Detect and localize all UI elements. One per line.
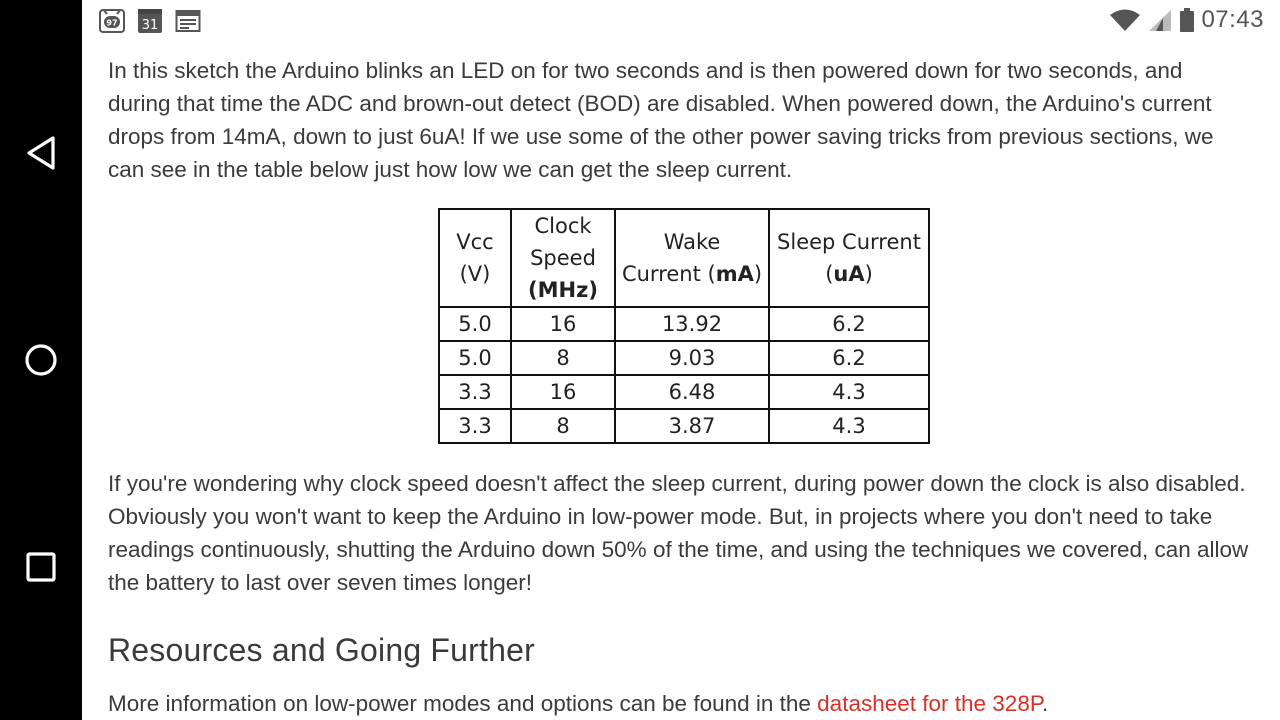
- cell-wake: 9.03: [615, 341, 769, 375]
- cell-clock: 16: [511, 375, 615, 409]
- cell-wake: 6.48: [615, 375, 769, 409]
- current-consumption-table: [438, 208, 930, 444]
- clock-time: 07:43: [1201, 6, 1264, 33]
- header-clock-speed: Clock Speed (MHz): [511, 209, 615, 307]
- status-bar: [82, 0, 1280, 42]
- header-vcc: Vcc (V): [439, 209, 511, 307]
- system-status: [1109, 6, 1264, 34]
- resources-text: More information on low-power modes and options can be found in the: [108, 691, 818, 716]
- recents-icon: [25, 551, 57, 583]
- cell-wake: 3.87: [615, 409, 769, 443]
- navigation-bar: [0, 0, 82, 720]
- home-icon: [23, 342, 59, 378]
- signal-icon: [1147, 8, 1173, 32]
- recents-button[interactable]: [0, 527, 82, 607]
- table-row: [439, 375, 929, 409]
- calendar-icon[interactable]: [136, 8, 164, 34]
- calendar-day: 31: [141, 18, 159, 33]
- cell-clock: 8: [511, 409, 615, 443]
- table-header-row: [439, 209, 929, 307]
- cell-vcc: 3.3: [439, 409, 511, 443]
- section-heading: Resources and Going Further: [108, 632, 535, 668]
- cell-clock: 8: [511, 341, 615, 375]
- battery-icon: [1179, 7, 1195, 33]
- cell-clock: 16: [511, 307, 615, 341]
- current-table-container: [438, 208, 930, 444]
- table-row: [439, 307, 929, 341]
- resources-period: .: [1041, 691, 1049, 716]
- notification-badge-count: 97: [106, 18, 118, 28]
- cell-vcc: 5.0: [439, 341, 511, 375]
- paragraph-resources: [108, 687, 1258, 720]
- paragraph-clock-speed: If you're wondering why clock speed doesn't affect the sleep current, during power down the clock is also disabled. Obviously you won't want to keep the Arduino in low-power mode. But, in projects where you don't need to take readings continuously, shutting the Arduino down 50% of the time, and using the techniques we covered, can allow the battery to last over seven times longer!: [108, 471, 1249, 595]
- wifi-icon: [1109, 8, 1141, 32]
- back-icon: [25, 135, 57, 171]
- table-row: [439, 409, 929, 443]
- browser-window-icon[interactable]: [174, 8, 202, 34]
- cell-vcc: 5.0: [439, 307, 511, 341]
- back-button[interactable]: [0, 113, 82, 193]
- cell-sleep: 4.3: [769, 409, 929, 443]
- paragraph-sleep-intro: In this sketch the Arduino blinks an LED on for two seconds and is then powered down for two seconds, and during that time the ADC and brown-out detect (BOD) are disabled. When powered down, the Arduino's current drops from 14mA, down to just 6uA! If we use some of the other power saving tricks from previous sections, we can see in the table below just how low we can get the sleep current.: [108, 58, 1214, 182]
- home-button[interactable]: [0, 320, 82, 400]
- cell-wake: 13.92: [615, 307, 769, 341]
- header-wake-current: Wake Current (mA): [615, 209, 769, 307]
- photo-badge-icon[interactable]: [98, 8, 126, 34]
- cell-sleep: 6.2: [769, 307, 929, 341]
- cell-sleep: 4.3: [769, 375, 929, 409]
- notification-icons: [98, 8, 202, 34]
- datasheet-link[interactable]: datasheet for the 328P: [817, 691, 1042, 716]
- cell-vcc: 3.3: [439, 375, 511, 409]
- cell-sleep: 6.2: [769, 341, 929, 375]
- table-row: [439, 341, 929, 375]
- header-sleep-current: Sleep Current (uA): [769, 209, 929, 307]
